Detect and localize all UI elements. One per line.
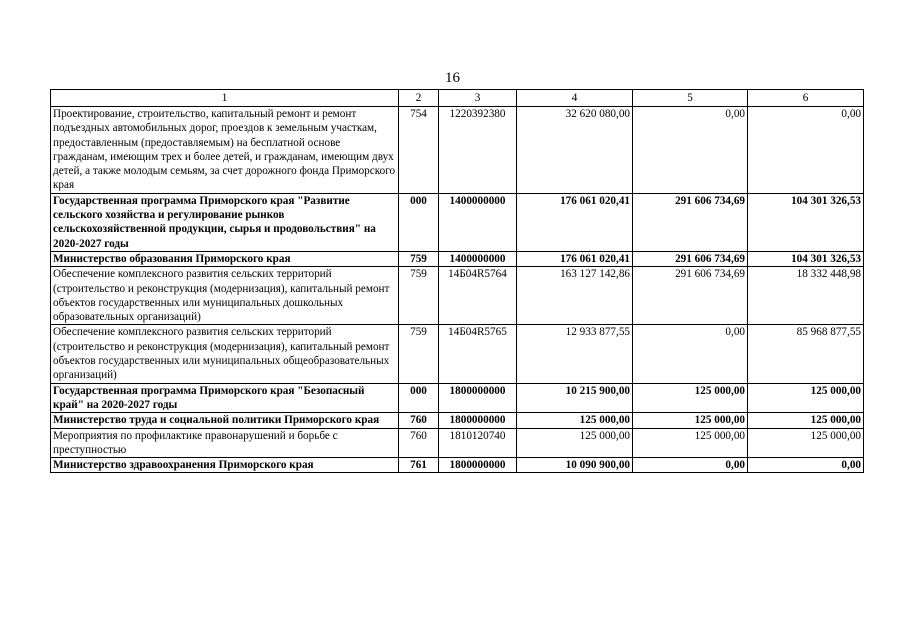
row-code-target: 14Б04R5765 (439, 325, 517, 383)
row-name: Государственная программа Приморского края "Развитие сельского хозяйства и регулирование рынков сельскохозяйственной продукции, сырья и продовольствия" на 2020-2027 годы (51, 193, 399, 251)
row-name: Государственная программа Приморского края "Безопасный край" на 2020-2027 годы (51, 383, 399, 413)
row-name: Проектирование, строительство, капитальный ремонт и ремонт подъездных автомобильных дорог, проездов к земельным участкам, предоставленным (предоставляемым) на бесплатной основе гражданам, имеющим трех и более детей, и гражданам, имеющим двух детей, а также молодым семьям, за счет дорожного фонда Приморского края (51, 107, 399, 194)
row-value-col5: 125 000,00 (633, 383, 748, 413)
row-name: Министерство труда и социальной политики Приморского края (51, 413, 399, 428)
row-code-target: 1800000000 (439, 458, 517, 473)
column-header: 4 (517, 90, 633, 107)
row-name: Обеспечение комплексного развития сельских территорий (строительство и реконструкция (модернизация), капитальный ремонт объектов государственных или муниципальных дошкольных образовательных организаций) (51, 267, 399, 325)
row-value-col6: 85 968 877,55 (748, 325, 864, 383)
row-value-col4: 125 000,00 (517, 428, 633, 458)
row-code-admin: 760 (399, 413, 439, 428)
row-code-target: 1800000000 (439, 413, 517, 428)
row-code-target: 1400000000 (439, 193, 517, 251)
row-value-col5: 0,00 (633, 458, 748, 473)
row-value-col6: 125 000,00 (748, 428, 864, 458)
row-name: Обеспечение комплексного развития сельских территорий (строительство и реконструкция (модернизация), капитальный ремонт объектов государственных или муниципальных общеобразовательных организаций) (51, 325, 399, 383)
row-code-admin: 759 (399, 251, 439, 266)
row-value-col5: 291 606 734,69 (633, 193, 748, 251)
row-code-admin: 754 (399, 107, 439, 194)
column-header: 6 (748, 90, 864, 107)
row-value-col5: 125 000,00 (633, 413, 748, 428)
row-value-col4: 163 127 142,86 (517, 267, 633, 325)
row-name: Министерство образования Приморского края (51, 251, 399, 266)
row-code-admin: 000 (399, 193, 439, 251)
row-value-col5: 0,00 (633, 107, 748, 194)
row-code-target: 1400000000 (439, 251, 517, 266)
table-row (51, 251, 864, 266)
row-value-col4: 125 000,00 (517, 413, 633, 428)
row-value-col6: 125 000,00 (748, 413, 864, 428)
row-code-admin: 761 (399, 458, 439, 473)
table-row (51, 383, 864, 413)
table-row (51, 107, 864, 194)
row-value-col5: 291 606 734,69 (633, 267, 748, 325)
table-row (51, 458, 864, 473)
row-code-target: 1220392380 (439, 107, 517, 194)
table-row (51, 267, 864, 325)
column-header: 2 (399, 90, 439, 107)
row-code-admin: 760 (399, 428, 439, 458)
row-value-col6: 125 000,00 (748, 383, 864, 413)
row-code-target: 14Б04R5764 (439, 267, 517, 325)
row-value-col4: 12 933 877,55 (517, 325, 633, 383)
page-number: 16 (445, 70, 460, 86)
row-value-col6: 18 332 448,98 (748, 267, 864, 325)
row-value-col4: 176 061 020,41 (517, 251, 633, 266)
column-header: 5 (633, 90, 748, 107)
table-row (51, 193, 864, 251)
row-value-col6: 0,00 (748, 107, 864, 194)
row-name: Мероприятия по профилактике правонарушений и борьбе с преступностью (51, 428, 399, 458)
row-value-col4: 32 620 080,00 (517, 107, 633, 194)
row-value-col6: 104 301 326,53 (748, 251, 864, 266)
table-row (51, 428, 864, 458)
row-value-col6: 0,00 (748, 458, 864, 473)
row-value-col4: 10 090 900,00 (517, 458, 633, 473)
row-code-target: 1810120740 (439, 428, 517, 458)
table-header-row (51, 90, 864, 107)
row-value-col4: 176 061 020,41 (517, 193, 633, 251)
budget-table (50, 89, 864, 473)
table-row (51, 413, 864, 428)
row-value-col5: 291 606 734,69 (633, 251, 748, 266)
row-code-admin: 000 (399, 383, 439, 413)
column-header: 3 (439, 90, 517, 107)
row-value-col5: 0,00 (633, 325, 748, 383)
column-header: 1 (51, 90, 399, 107)
row-value-col4: 10 215 900,00 (517, 383, 633, 413)
row-value-col5: 125 000,00 (633, 428, 748, 458)
row-code-admin: 759 (399, 325, 439, 383)
row-code-target: 1800000000 (439, 383, 517, 413)
row-value-col6: 104 301 326,53 (748, 193, 864, 251)
row-name: Министерство здравоохранения Приморского края (51, 458, 399, 473)
row-code-admin: 759 (399, 267, 439, 325)
table-row (51, 325, 864, 383)
